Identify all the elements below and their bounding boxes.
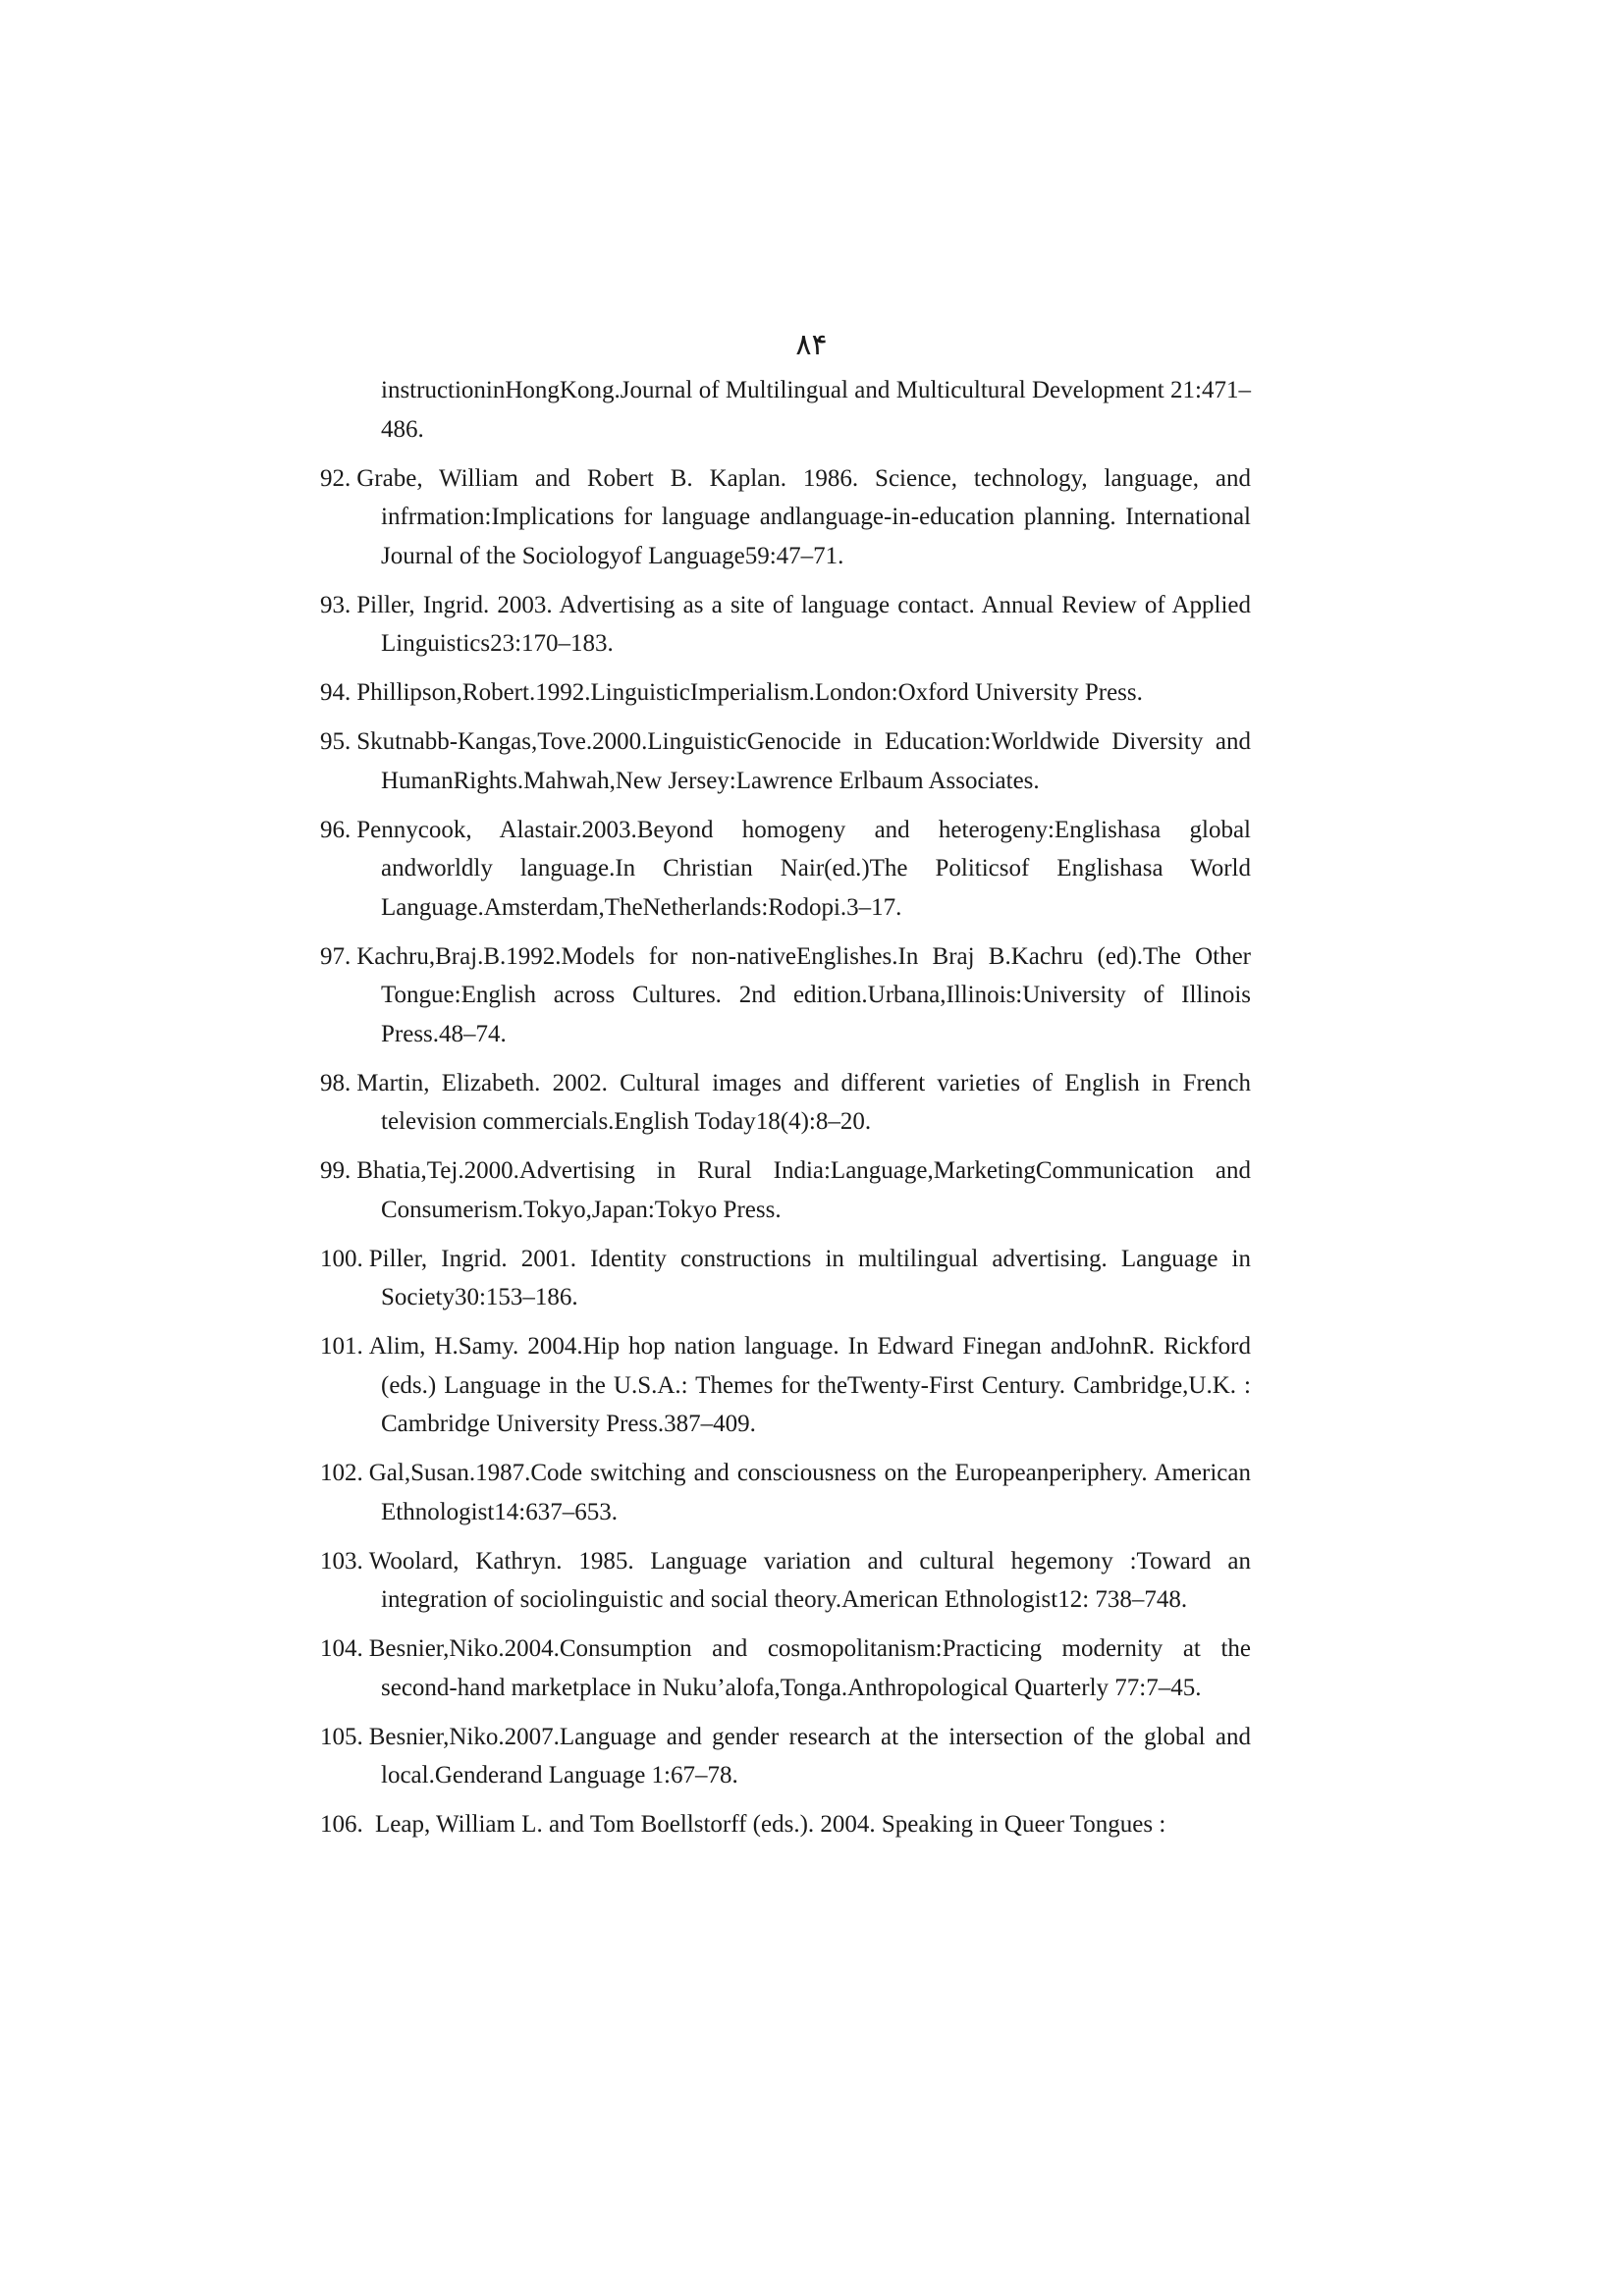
- reference-number: 104.: [320, 1635, 363, 1662]
- reference-number: 97.: [320, 942, 352, 970]
- reference-text: Phillipson,Robert.1992.LinguisticImperialism.London:Oxford University Press.: [356, 679, 1143, 706]
- reference-text: Bhatia,Tej.2000.Advertising in Rural India:Language,MarketingCommunication and Consumerism.Tokyo,Japan:Tokyo Press.: [356, 1157, 1251, 1223]
- reference-number: 101.: [320, 1333, 363, 1360]
- reference-item: [320, 1805, 1251, 1844]
- reference-number: 95.: [320, 728, 352, 755]
- reference-item: [320, 722, 1251, 800]
- reference-item: [320, 937, 1251, 1054]
- reference-number: 102.: [320, 1460, 363, 1486]
- reference-item: [320, 1454, 1251, 1531]
- reference-number: 105.: [320, 1723, 363, 1750]
- reference-text: Besnier,Niko.2007.Language and gender research at the intersection of the global and local.Genderand Language 1:67–78.: [368, 1723, 1251, 1789]
- reference-text: Martin, Elizabeth. 2002. Cultural images and different varieties of English in French television commercials.English Today18(4):8–20.: [356, 1069, 1251, 1135]
- reference-text: Leap, William L. and Tom Boellstorff (eds.). 2004. Speaking in Queer Tongues :: [368, 1811, 1166, 1838]
- reference-item: [320, 1064, 1251, 1142]
- reference-number: 99.: [320, 1157, 352, 1184]
- reference-item: [320, 1542, 1251, 1620]
- reference-number: 96.: [320, 816, 352, 843]
- reference-number: 98.: [320, 1069, 352, 1096]
- reference-number: 100.: [320, 1245, 363, 1272]
- reference-item: [320, 673, 1251, 713]
- reference-text: Pennycook, Alastair.2003.Beyond homogeny and heterogeny:Englishasa global andworldly language.In Christian Nair(ed.)The Politicsof Englishasa World Language.Amsterdam,TheNetherlands:Rodopi.3–17.: [356, 816, 1251, 921]
- reference-item: [320, 811, 1251, 928]
- reference-text: instructioninHongKong.Journal of Multilingual and Multicultural Development 21:471–486.: [381, 377, 1251, 443]
- reference-item: [320, 1718, 1251, 1795]
- reference-text: Woolard, Kathryn. 1985. Language variation and cultural hegemony :Toward an integration of sociolinguistic and social theory.American Ethnologist12: 738–748.: [368, 1547, 1251, 1613]
- reference-text: Piller, Ingrid. 2003. Advertising as a site of language contact. Annual Review of Applied Linguistics23:170–183.: [356, 591, 1251, 657]
- reference-number: 93.: [320, 591, 352, 618]
- reference-number: 94.: [320, 679, 352, 706]
- reference-item: [320, 1240, 1251, 1317]
- reference-text: Besnier,Niko.2004.Consumption and cosmopolitanism:Practicing modernity at the second-hand marketplace in Nuku’alofa,Tonga.Anthropological Quarterly 77:7–45.: [368, 1635, 1251, 1701]
- reference-item: [320, 1327, 1251, 1444]
- reference-text: Kachru,Braj.B.1992.Models for non-nativeEnglishes.In Braj B.Kachru (ed).The Other Tongue:English across Cultures. 2nd edition.Urbana,Illinois:University of Illinois Press.48–74.: [356, 942, 1251, 1047]
- reference-number: 103.: [320, 1547, 363, 1575]
- reference-list: [320, 371, 1251, 1854]
- page-number: ۸۴: [795, 329, 828, 361]
- reference-item: [320, 1151, 1251, 1229]
- reference-item: [320, 459, 1251, 576]
- reference-item: [320, 1629, 1251, 1707]
- reference-text: Gal,Susan.1987.Code switching and consciousness on the Europeanperiphery. American Ethnologist14:637–653.: [368, 1460, 1251, 1525]
- reference-number: 106.: [320, 1811, 363, 1838]
- reference-text: Piller, Ingrid. 2001. Identity constructions in multilingual advertising. Language in Society30:153–186.: [368, 1245, 1251, 1310]
- reference-text: Skutnabb-Kangas,Tove.2000.LinguisticGenocide in Education:Worldwide Diversity and HumanRights.Mahwah,New Jersey:Lawrence Erlbaum Associates.: [356, 728, 1251, 794]
- reference-item: [320, 371, 1251, 449]
- reference-item: [320, 586, 1251, 664]
- reference-text: Alim, H.Samy. 2004.Hip hop nation language. In Edward Finegan andJohnR. Rickford (eds.) Language in the U.S.A.: Themes for theTwenty-First Century. Cambridge,U.K. : Cambridge University Press.387–409.: [368, 1333, 1251, 1437]
- reference-text: Grabe, William and Robert B. Kaplan. 1986. Science, technology, language, and infrmation:Implications for language andlanguage-in-education planning. International Journal of the Sociologyof Language59:47–71.: [356, 464, 1251, 569]
- reference-number: 92.: [320, 464, 352, 492]
